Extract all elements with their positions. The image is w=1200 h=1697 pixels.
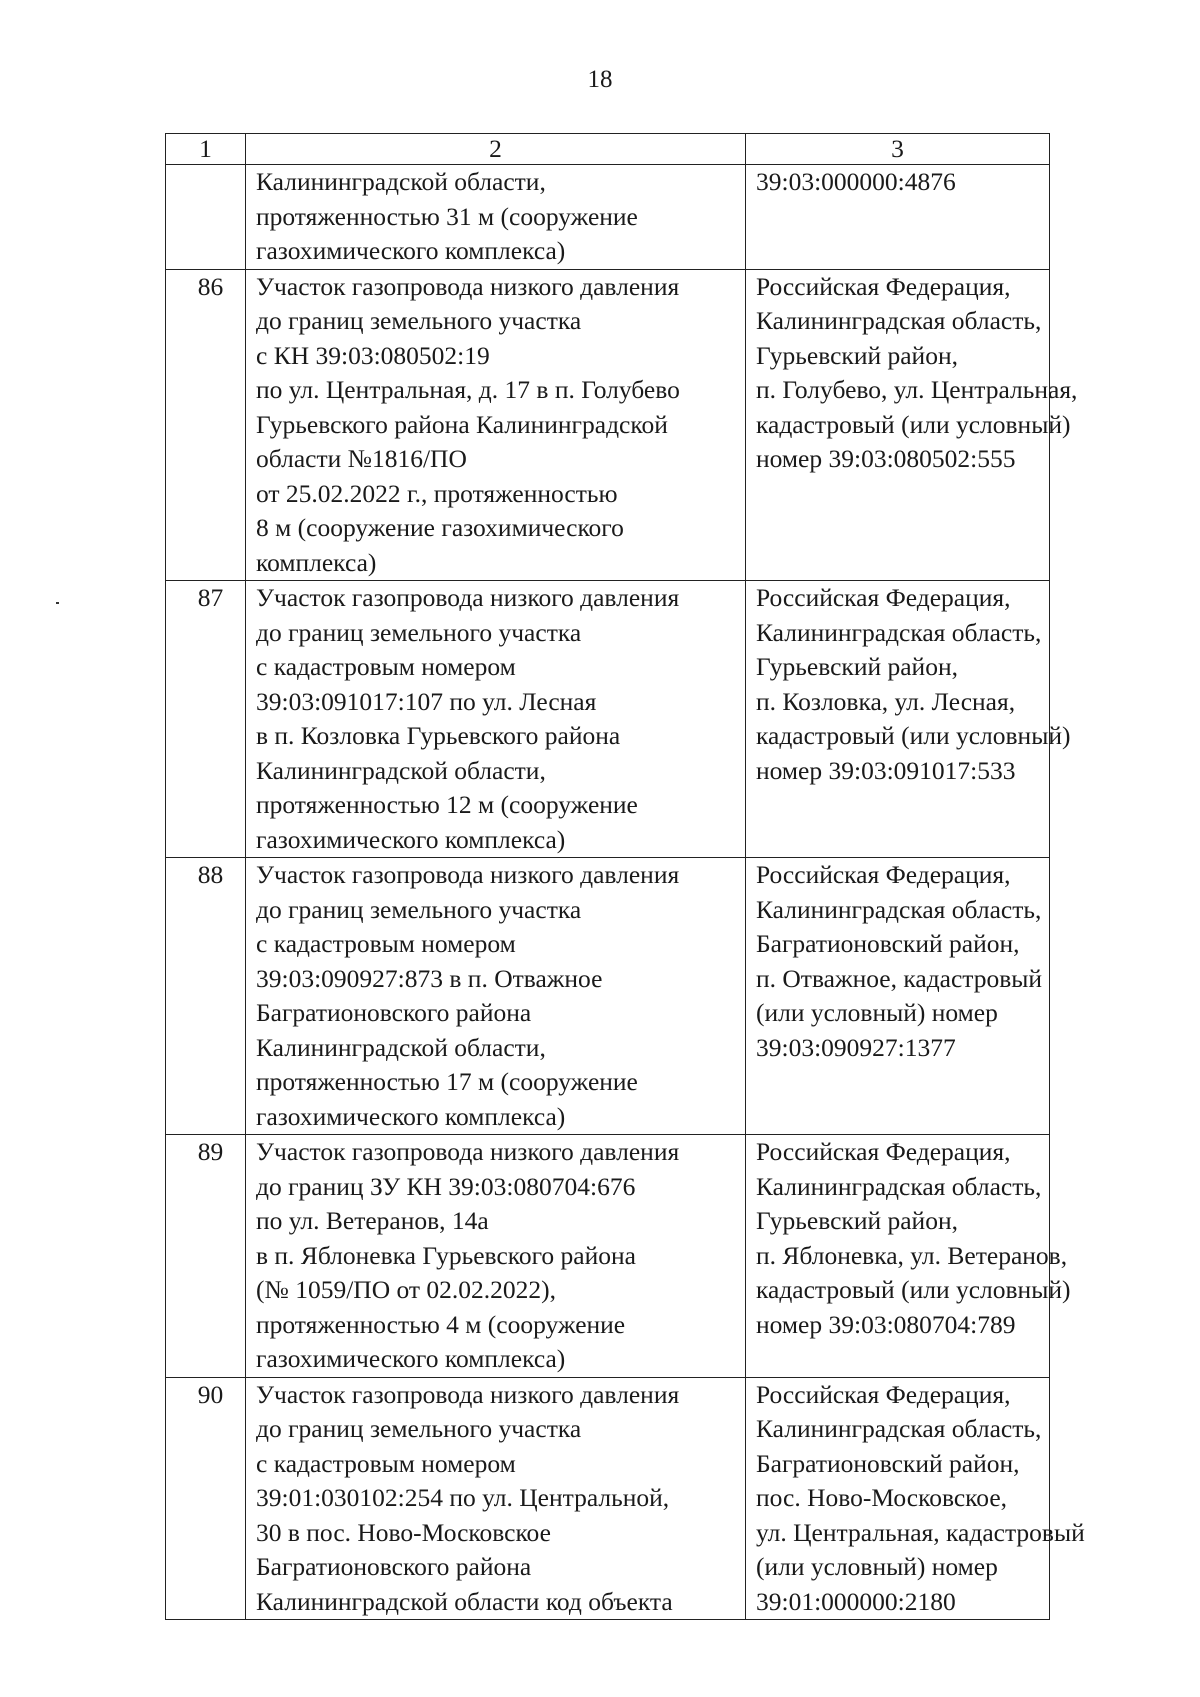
row-number: 88	[166, 858, 246, 1135]
address-line: 39:03:000000:4876	[756, 167, 956, 196]
object-address	[746, 858, 1050, 1135]
object-address	[746, 269, 1078, 581]
description-line: Участок газопровода низкого давления	[256, 1379, 680, 1409]
object-description	[246, 269, 746, 581]
table-row	[166, 1377, 1050, 1620]
scan-speck	[56, 602, 59, 604]
object-address	[746, 1135, 1071, 1378]
description-line: Калининградской области,	[256, 1032, 546, 1062]
row-number: 86	[166, 269, 246, 581]
address-line: Гурьевский район,	[756, 1206, 958, 1235]
address-line: Калининградская область,	[756, 1414, 1042, 1443]
description-line: Участок газопровода низкого давления	[256, 583, 680, 612]
description-line: комплекса)	[256, 547, 377, 577]
address-line: кадастровый (или условный)	[756, 1275, 1071, 1304]
description-line: 39:01:030102:254 по ул. Центральной,	[256, 1483, 670, 1512]
object-address	[746, 581, 1071, 858]
address-line: Калининградская область,	[756, 306, 1042, 335]
row-number: 87	[166, 581, 246, 858]
address-line: (или условный) номер	[756, 998, 998, 1027]
description-line: Калининградской области код объекта	[256, 1586, 673, 1616]
object-description	[246, 1135, 746, 1378]
object-description	[246, 858, 746, 1135]
address-line: номер 39:03:080502:555	[756, 444, 1016, 473]
description-line: (№ 1059/ПО от 02.02.2022),	[256, 1275, 557, 1304]
table-row	[166, 858, 1050, 1135]
address-line: 39:03:090927:1377	[756, 1032, 956, 1062]
address-line: п. Отважное, кадастровый	[756, 963, 1043, 993]
description-line: протяженностью 31 м (сооружение	[256, 201, 638, 231]
address-line: 39:01:000000:2180	[756, 1586, 956, 1616]
description-line: Участок газопровода низкого давления	[256, 860, 680, 889]
address-line: Калининградская область,	[756, 617, 1042, 647]
description-line: до границ земельного участка	[256, 617, 582, 647]
description-line: от 25.02.2022 г., протяженностью	[256, 478, 618, 508]
address-line: Российская Федерация,	[756, 1137, 1011, 1166]
object-description	[246, 581, 746, 858]
address-line: п. Голубево, ул. Центральная,	[756, 375, 1078, 404]
property-table	[165, 133, 1085, 1620]
address-line: ул. Центральная, кадастровый	[756, 1517, 1085, 1547]
description-line: газохимического комплекса)	[256, 824, 566, 854]
description-line: с кадастровым номером	[256, 652, 516, 681]
table-body	[166, 165, 1085, 1620]
description-line: Калининградской области,	[256, 167, 546, 196]
description-line: газохимического комплекса)	[256, 1344, 566, 1373]
address-line: Калининградская область,	[756, 1171, 1042, 1201]
description-line: протяженностью 12 м (сооружение	[256, 790, 638, 819]
address-line: Калининградская область,	[756, 894, 1042, 924]
description-line: Калининградской области,	[256, 755, 546, 785]
column-header: 2	[246, 134, 746, 165]
description-line: 39:03:090927:873 в п. Отважное	[256, 963, 603, 993]
address-line: Багратионовский район,	[756, 1448, 1020, 1478]
table-row	[166, 581, 1050, 858]
address-line: Российская Федерация,	[756, 583, 1011, 612]
row-number: 90	[166, 1377, 246, 1620]
address-line: Багратионовский район,	[756, 929, 1020, 958]
description-line: по ул. Ветеранов, 14а	[256, 1206, 489, 1235]
address-line: кадастровый (или условный)	[756, 721, 1071, 750]
description-line: газохимического комплекса)	[256, 1101, 566, 1131]
description-line: протяженностью 4 м (сооружение	[256, 1309, 626, 1339]
object-address	[746, 165, 1050, 270]
description-line: Участок газопровода низкого давления	[256, 1137, 680, 1166]
table-header-row	[166, 134, 1050, 165]
address-line: Российская Федерация,	[756, 1379, 1011, 1409]
address-line: Российская Федерация,	[756, 860, 1011, 889]
address-line: номер 39:03:091017:533	[756, 755, 1016, 785]
description-line: до границ земельного участка	[256, 894, 582, 924]
table-row	[166, 1135, 1050, 1378]
description-line: до границ ЗУ КН 39:03:080704:676	[256, 1171, 636, 1201]
description-line: газохимического комплекса)	[256, 236, 566, 265]
description-line: Багратионовского района	[256, 998, 532, 1027]
address-line: кадастровый (или условный)	[756, 409, 1071, 439]
description-line: с кадастровым номером	[256, 929, 516, 958]
description-line: 30 в пос. Ново-Московское	[256, 1517, 551, 1547]
table-row	[166, 165, 1050, 270]
row-number: 89	[166, 1135, 246, 1378]
address-line: п. Козловка, ул. Лесная,	[756, 686, 1016, 716]
description-line: Участок газопровода низкого давления	[256, 271, 680, 301]
description-line: в п. Козловка Гурьевского района	[256, 721, 621, 750]
row-number	[166, 165, 246, 270]
description-line: Багратионовского района	[256, 1552, 532, 1581]
description-line: до границ земельного участка	[256, 1414, 582, 1443]
object-address	[746, 1377, 1085, 1620]
description-line: области №1816/ПО	[256, 444, 467, 473]
address-line: (или условный) номер	[756, 1552, 998, 1581]
address-line: номер 39:03:080704:789	[756, 1309, 1016, 1339]
description-line: 8 м (сооружение газохимического	[256, 513, 624, 542]
description-line: по ул. Центральная, д. 17 в п. Голубево	[256, 375, 680, 404]
description-line: протяженностью 17 м (сооружение	[256, 1067, 638, 1096]
object-description	[246, 165, 746, 270]
description-line: Гурьевского района Калининградской	[256, 409, 668, 439]
description-line: до границ земельного участка	[256, 306, 582, 335]
description-line: с кадастровым номером	[256, 1448, 516, 1478]
address-line: пос. Ново-Московское,	[756, 1483, 1008, 1512]
table-row	[166, 269, 1050, 581]
page-number: 18	[587, 66, 613, 93]
column-header: 3	[746, 134, 1050, 165]
description-line: 39:03:091017:107 по ул. Лесная	[256, 686, 597, 716]
address-line: п. Яблоневка, ул. Ветеранов,	[756, 1240, 1068, 1270]
column-header: 1	[166, 134, 246, 165]
address-line: Российская Федерация,	[756, 271, 1011, 301]
address-line: Гурьевский район,	[756, 340, 958, 370]
description-line: с КН 39:03:080502:19	[256, 340, 490, 370]
description-line: в п. Яблоневка Гурьевского района	[256, 1240, 636, 1270]
object-description	[246, 1377, 746, 1620]
address-line: Гурьевский район,	[756, 652, 958, 681]
